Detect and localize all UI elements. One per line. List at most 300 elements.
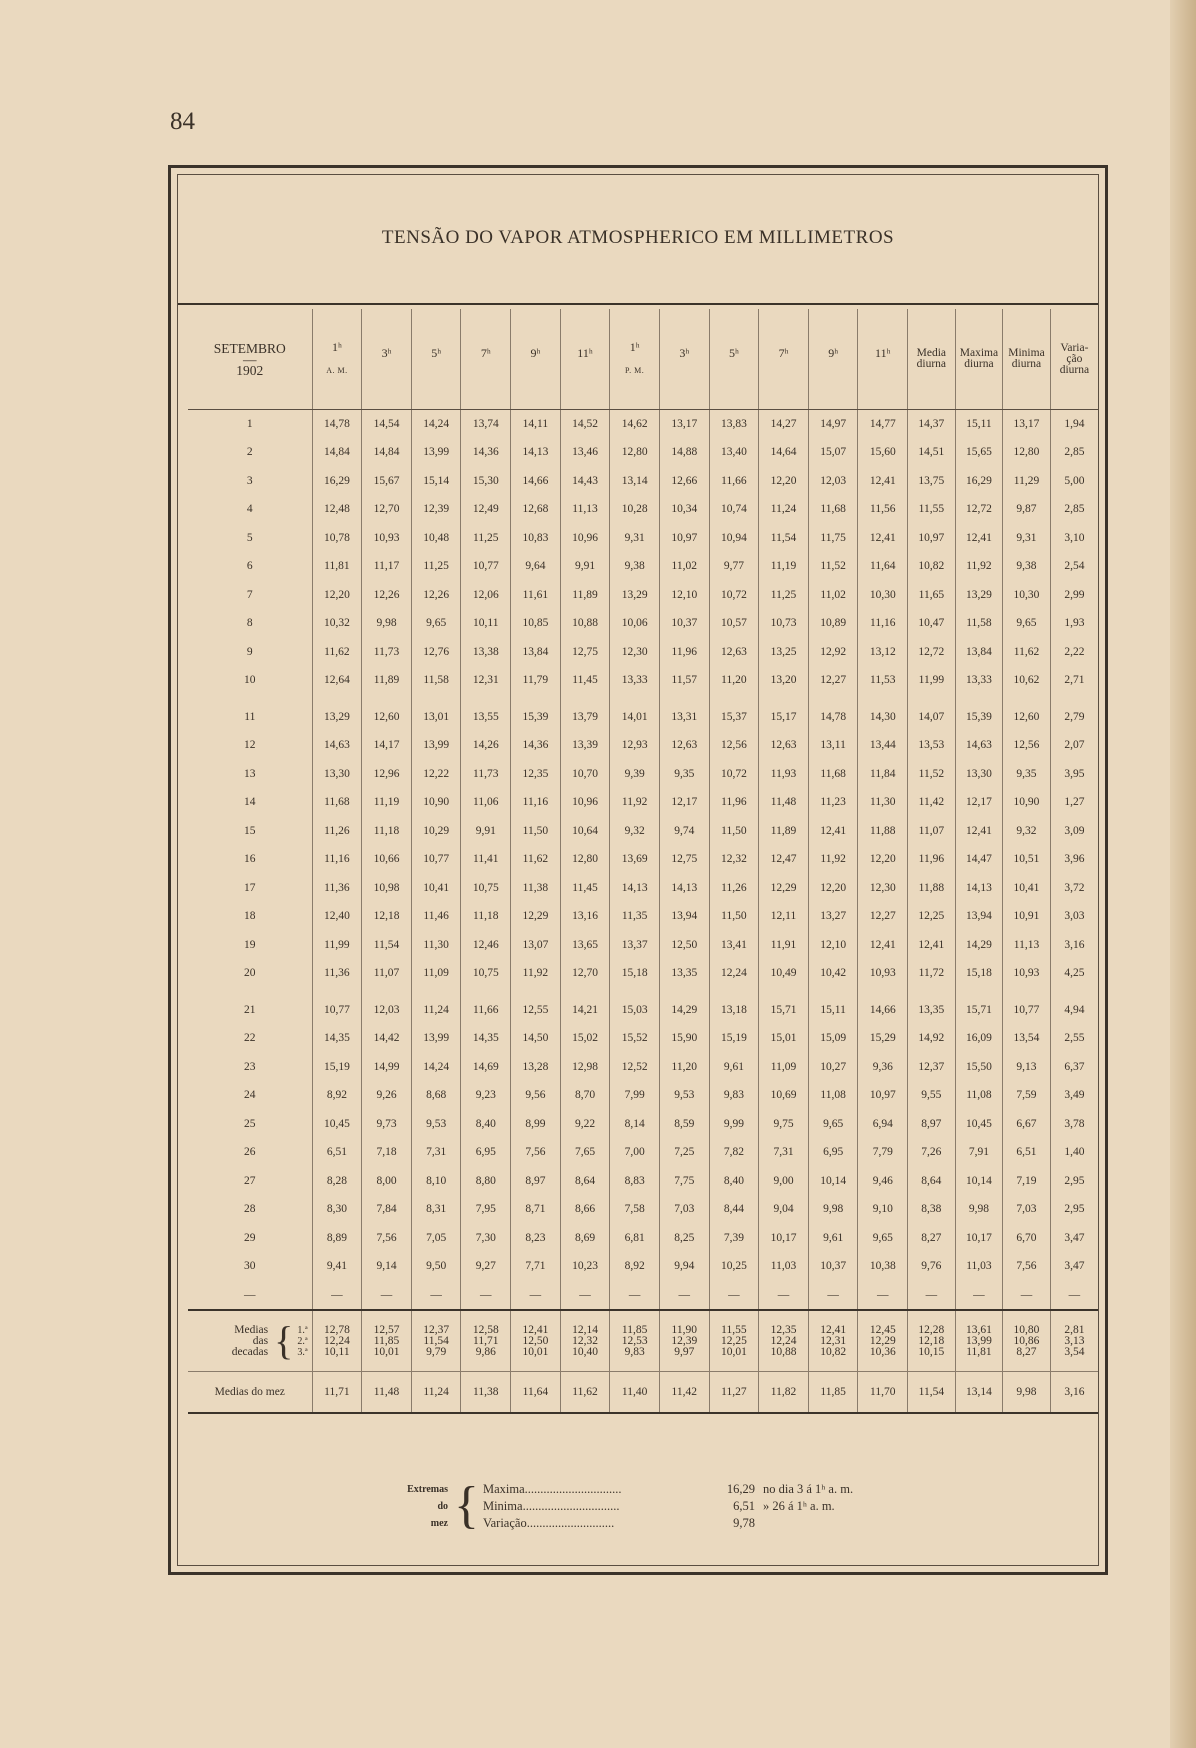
value-cell: 12,60 (362, 703, 412, 732)
value-cell: 13,99 (411, 439, 461, 468)
value-cell: 15,11 (955, 410, 1003, 439)
decade-value: 12,58 (472, 1323, 499, 1336)
value-cell: 7,82 (709, 1139, 759, 1168)
value-cell: 14,88 (659, 439, 709, 468)
decade-value-cell (511, 1310, 561, 1372)
decade-value: 12,35 (770, 1323, 797, 1336)
table-row (188, 553, 1098, 582)
value-cell: 13,14 (610, 467, 660, 496)
gap-cell (659, 695, 709, 703)
value-cell: 13,31 (659, 703, 709, 732)
table-row (188, 524, 1098, 553)
hour-header (659, 309, 709, 410)
gap-cell (709, 988, 759, 996)
decade-value: 12,53 (621, 1334, 648, 1347)
decade-value: 11,85 (621, 1323, 648, 1336)
gap-cell (709, 695, 759, 703)
value-cell: 8,97 (908, 1110, 956, 1139)
extreme-dots: ............................... (524, 1481, 622, 1496)
decade-label-word: Medias (234, 1323, 269, 1336)
value-cell: 9,36 (858, 1053, 908, 1082)
value-cell: 7,59 (1003, 1082, 1051, 1111)
extreme-value: 6,51 (733, 1498, 755, 1513)
value-cell: 10,66 (362, 846, 412, 875)
gap-cell (955, 695, 1003, 703)
value-cell: 11,18 (362, 817, 412, 846)
decade-label-group (188, 1318, 312, 1363)
gap-cell (560, 988, 610, 996)
decade-value: 12,31 (820, 1334, 847, 1347)
value-cell: 11,73 (362, 638, 412, 667)
value-cell: 12,56 (1003, 732, 1051, 761)
gap-cell (659, 988, 709, 996)
value-cell: 9,91 (461, 817, 511, 846)
value-cell: 12,72 (955, 496, 1003, 525)
value-cell: 8,64 (560, 1167, 610, 1196)
month-mean-cell: 11,24 (411, 1372, 461, 1414)
value-cell: 7,75 (659, 1167, 709, 1196)
hour-label: 3ʰ (381, 345, 392, 360)
value-cell: 14,27 (759, 410, 809, 439)
table-row (188, 610, 1098, 639)
decade-value: 10,36 (869, 1345, 896, 1358)
value-cell: 10,94 (709, 524, 759, 553)
value-cell: 11,57 (659, 667, 709, 696)
value-cell: 15,60 (858, 439, 908, 468)
hour-header (759, 309, 809, 410)
value-cell: 6,67 (1003, 1110, 1051, 1139)
value-cell: 10,62 (1003, 667, 1051, 696)
day-cell: 11 (244, 710, 256, 723)
value-cell: 11,03 (759, 1253, 809, 1282)
decade-value: 10,80 (1013, 1323, 1040, 1336)
value-cell: 8,23 (511, 1224, 561, 1253)
hour-label: 3ʰ (679, 345, 690, 360)
gap-cell (908, 695, 956, 703)
value-cell: 11,89 (362, 667, 412, 696)
value-cell: 11,30 (411, 931, 461, 960)
gap-cell (188, 695, 312, 703)
decade-value: 12,18 (918, 1334, 945, 1347)
value-cell: 9,39 (610, 760, 660, 789)
dash-cell: — (1003, 1281, 1051, 1310)
value-cell: 13,29 (610, 581, 660, 610)
value-cell: 8,68 (411, 1082, 461, 1111)
value-cell: 10,93 (362, 524, 412, 553)
value-cell: 9,99 (709, 1110, 759, 1139)
value-cell: 12,41 (955, 817, 1003, 846)
value-cell: 9,56 (511, 1082, 561, 1111)
decade-value: 3,54 (1064, 1345, 1085, 1358)
hour-period: P. M. (625, 366, 645, 375)
value-cell: 14,50 (511, 1025, 561, 1054)
value-cell: 12,46 (461, 931, 511, 960)
decade-means-row (188, 1310, 1098, 1372)
value-cell: 14,37 (908, 410, 956, 439)
value-cell: 10,97 (858, 1082, 908, 1111)
value-cell: 14,07 (908, 703, 956, 732)
value-cell: 8,70 (560, 1082, 610, 1111)
month-mean-cell: 11,70 (858, 1372, 908, 1414)
value-cell: 12,26 (362, 581, 412, 610)
month-dash: — (243, 351, 257, 367)
value-cell: 11,99 (908, 667, 956, 696)
value-cell: 9,64 (511, 553, 561, 582)
value-cell: 12,60 (1003, 703, 1051, 732)
value-cell: 10,27 (808, 1053, 858, 1082)
value-cell: 12,92 (808, 638, 858, 667)
value-cell: 9,75 (759, 1110, 809, 1139)
value-cell: 11,84 (858, 760, 908, 789)
value-cell: 12,11 (759, 903, 809, 932)
value-cell: 11,62 (312, 638, 362, 667)
value-cell: 14,35 (461, 1025, 511, 1054)
value-cell: 7,79 (858, 1139, 908, 1168)
gap-cell (1003, 988, 1051, 996)
value-cell: 6,70 (1003, 1224, 1051, 1253)
value-cell: 6,94 (858, 1110, 908, 1139)
value-cell: 11,93 (759, 760, 809, 789)
value-cell: 12,72 (908, 638, 956, 667)
month-mean-cell: 11,27 (709, 1372, 759, 1414)
decade-value: 12,14 (572, 1323, 598, 1336)
table-row (188, 1082, 1098, 1111)
decade-value: 9,86 (475, 1345, 496, 1358)
value-cell: 11,88 (858, 817, 908, 846)
decade-means-label (188, 1310, 312, 1372)
value-cell: 13,35 (659, 960, 709, 989)
value-cell: 9,61 (808, 1224, 858, 1253)
value-cell: 9,38 (1003, 553, 1051, 582)
value-cell: 12,30 (858, 874, 908, 903)
value-cell: 12,20 (858, 846, 908, 875)
gap-cell (461, 695, 511, 703)
value-cell: 7,84 (362, 1196, 412, 1225)
value-cell: 12,52 (610, 1053, 660, 1082)
value-cell: 9,32 (1003, 817, 1051, 846)
value-cell: 10,41 (411, 874, 461, 903)
decade-value: 11,71 (473, 1334, 499, 1347)
value-cell: 11,92 (808, 846, 858, 875)
extremes-lines (483, 1481, 853, 1532)
table-row (188, 1224, 1098, 1253)
value-cell: 14,36 (511, 732, 561, 761)
value-cell: 6,81 (610, 1224, 660, 1253)
media-header (908, 309, 956, 410)
value-cell: 14,17 (362, 732, 412, 761)
value-cell: 14,66 (858, 996, 908, 1025)
hour-label: 11ʰ (875, 345, 891, 360)
value-cell: 14,54 (362, 410, 412, 439)
hour-header (312, 309, 362, 410)
value-cell: 14,62 (610, 410, 660, 439)
value-cell: 10,14 (808, 1167, 858, 1196)
table-row (188, 1196, 1098, 1225)
value-cell: 10,82 (908, 553, 956, 582)
value-cell: 2,55 (1050, 1025, 1098, 1054)
value-cell: 8,97 (511, 1167, 561, 1196)
value-cell: 11,53 (858, 667, 908, 696)
decade-brace: { (274, 1318, 294, 1363)
decade-value: 10,01 (522, 1345, 549, 1358)
day-cell: 1 (246, 417, 253, 430)
gap-cell (312, 695, 362, 703)
decade-value: 10,01 (720, 1345, 747, 1358)
decade-value-cell (362, 1310, 412, 1372)
value-cell: 14,92 (908, 1025, 956, 1054)
value-cell: 13,29 (955, 581, 1003, 610)
hour-period: A. M. (326, 366, 348, 375)
day-cell: 23 (244, 1060, 256, 1073)
dash-cell: — (511, 1281, 561, 1310)
value-cell: 9,74 (659, 817, 709, 846)
value-cell: 12,80 (1003, 439, 1051, 468)
table-row (188, 846, 1098, 875)
title-rule (178, 303, 1098, 305)
value-cell: 13,12 (858, 638, 908, 667)
value-cell: 13,37 (610, 931, 660, 960)
gap-cell (908, 988, 956, 996)
value-cell: 14,78 (808, 703, 858, 732)
value-cell: 6,95 (808, 1139, 858, 1168)
decade-value: 12,78 (323, 1323, 350, 1336)
value-cell: 8,40 (709, 1167, 759, 1196)
value-cell: 7,05 (411, 1224, 461, 1253)
variacao-header-text: ção (1066, 352, 1083, 365)
day-cell: 24 (244, 1089, 256, 1102)
value-cell: 15,11 (808, 996, 858, 1025)
day-cell: 13 (244, 767, 256, 780)
variacao-header (1050, 309, 1098, 410)
hour-header (858, 309, 908, 410)
value-cell: 11,46 (411, 903, 461, 932)
value-cell: 13,69 (610, 846, 660, 875)
value-cell: 11,75 (808, 524, 858, 553)
value-cell: 10,74 (709, 496, 759, 525)
minima-header (1003, 309, 1051, 410)
decade-value: 12,41 (820, 1323, 847, 1336)
value-cell: 10,77 (1003, 996, 1051, 1025)
value-cell: 11,45 (560, 874, 610, 903)
value-cell: 14,36 (461, 439, 511, 468)
decade-value-cell (411, 1310, 461, 1372)
value-cell: 14,78 (312, 410, 362, 439)
value-cell: 2,99 (1050, 581, 1098, 610)
month-mean-cell: 11,38 (461, 1372, 511, 1414)
value-cell: 11,06 (461, 789, 511, 818)
value-cell: 7,91 (955, 1139, 1003, 1168)
decade-value: 11,55 (721, 1323, 747, 1336)
value-cell: 11,20 (659, 1053, 709, 1082)
value-cell: 11,38 (511, 874, 561, 903)
value-cell: 13,53 (908, 732, 956, 761)
value-cell: 2,71 (1050, 667, 1098, 696)
decade-value: 12,45 (869, 1323, 896, 1336)
value-cell: 11,26 (312, 817, 362, 846)
value-cell: 11,45 (560, 667, 610, 696)
value-cell: 12,56 (709, 732, 759, 761)
value-cell: 11,24 (759, 496, 809, 525)
value-cell: 16,09 (955, 1025, 1003, 1054)
dash-cell: — (808, 1281, 858, 1310)
value-cell: 14,63 (955, 732, 1003, 761)
value-cell: 10,97 (659, 524, 709, 553)
decade-value: 12,24 (770, 1334, 797, 1347)
value-cell: 10,69 (759, 1082, 809, 1111)
value-cell: 10,38 (858, 1253, 908, 1282)
value-cell: 12,76 (411, 638, 461, 667)
table-row (188, 760, 1098, 789)
value-cell: 15,02 (560, 1025, 610, 1054)
value-cell: 11,41 (461, 846, 511, 875)
value-cell: 12,20 (808, 874, 858, 903)
value-cell: 10,37 (659, 610, 709, 639)
value-cell: 13,44 (858, 732, 908, 761)
value-cell: 10,72 (709, 581, 759, 610)
value-cell: 11,52 (808, 553, 858, 582)
value-cell: 15,67 (362, 467, 412, 496)
value-cell: 13,99 (411, 1025, 461, 1054)
value-cell: 9,27 (461, 1253, 511, 1282)
value-cell: 11,68 (312, 789, 362, 818)
value-cell: 11,23 (808, 789, 858, 818)
decade-label-words (232, 1325, 268, 1358)
value-cell: 7,26 (908, 1139, 956, 1168)
value-cell: 12,03 (808, 467, 858, 496)
value-cell: 8,28 (312, 1167, 362, 1196)
value-cell: 9,98 (808, 1196, 858, 1225)
value-cell: 14,11 (511, 410, 561, 439)
value-cell: 15,03 (610, 996, 660, 1025)
value-cell: 11,64 (858, 553, 908, 582)
value-cell: 11,07 (908, 817, 956, 846)
value-cell: 11,08 (955, 1082, 1003, 1111)
value-cell: 10,93 (1003, 960, 1051, 989)
decade-value-cell (709, 1310, 759, 1372)
value-cell: 8,40 (461, 1110, 511, 1139)
decade-value-cell (560, 1310, 610, 1372)
value-cell: 2,85 (1050, 496, 1098, 525)
value-cell: 11,65 (908, 581, 956, 610)
value-cell: 9,31 (1003, 524, 1051, 553)
hour-header (411, 309, 461, 410)
value-cell: 11,62 (511, 846, 561, 875)
value-cell: 14,30 (858, 703, 908, 732)
value-cell: 13,30 (312, 760, 362, 789)
month-mean-cell: 3,16 (1050, 1372, 1098, 1414)
decade-value: 10,82 (820, 1345, 847, 1358)
value-cell: 6,37 (1050, 1053, 1098, 1082)
value-cell: 10,90 (1003, 789, 1051, 818)
value-cell: 9,94 (659, 1253, 709, 1282)
minima-header-text: diurna (1011, 358, 1042, 370)
value-cell: 3,96 (1050, 846, 1098, 875)
value-cell: 11,02 (808, 581, 858, 610)
table-row (188, 1025, 1098, 1054)
day-cell: 12 (244, 739, 256, 752)
gap-cell (610, 988, 660, 996)
value-cell: 7,31 (411, 1139, 461, 1168)
value-cell: 15,14 (411, 467, 461, 496)
value-cell: 15,30 (461, 467, 511, 496)
value-cell: 14,24 (411, 410, 461, 439)
decade-value: 13,99 (965, 1334, 992, 1347)
month-mean-cell: 11,64 (511, 1372, 561, 1414)
value-cell: 12,63 (759, 732, 809, 761)
value-cell: 14,84 (362, 439, 412, 468)
day-cell: 17 (244, 881, 256, 894)
gap-cell (808, 988, 858, 996)
maxima-header-text: Maxima (959, 347, 999, 359)
value-cell: 12,39 (411, 496, 461, 525)
value-cell: 11,20 (709, 667, 759, 696)
maxima-header (955, 309, 1003, 410)
value-cell: 12,80 (610, 439, 660, 468)
gap-cell (511, 988, 561, 996)
value-cell: 9,32 (610, 817, 660, 846)
hour-header (511, 309, 561, 410)
value-cell: 9,31 (610, 524, 660, 553)
value-cell: 13,83 (709, 410, 759, 439)
value-cell: 15,18 (610, 960, 660, 989)
day-cell: 15 (244, 824, 256, 837)
value-cell: 14,63 (312, 732, 362, 761)
value-cell: 13,28 (511, 1053, 561, 1082)
value-cell: 10,30 (858, 581, 908, 610)
value-cell: 7,56 (1003, 1253, 1051, 1282)
dash-cell: — (759, 1281, 809, 1310)
table-row (188, 732, 1098, 761)
value-cell: 13,55 (461, 703, 511, 732)
value-cell: 12,03 (362, 996, 412, 1025)
value-cell: 9,13 (1003, 1053, 1051, 1082)
gap-cell (858, 695, 908, 703)
value-cell: 10,90 (411, 789, 461, 818)
table-row (188, 496, 1098, 525)
value-cell: 10,72 (709, 760, 759, 789)
value-cell: 12,41 (955, 524, 1003, 553)
maxima-header-text: diurna (964, 358, 994, 370)
value-cell: 14,43 (560, 467, 610, 496)
value-cell: 11,16 (858, 610, 908, 639)
hour-header (560, 309, 610, 410)
value-cell: 13,40 (709, 439, 759, 468)
hour-label: 11ʰ (577, 345, 593, 360)
dash-cell: — (188, 1281, 312, 1310)
decade-value: 10,11 (324, 1345, 350, 1358)
extreme-dots: ............................ (526, 1515, 615, 1530)
decade-value: 10,15 (918, 1345, 945, 1358)
value-cell: 9,76 (908, 1253, 956, 1282)
month-means-label: Medias do mez (188, 1372, 312, 1414)
value-cell: 13,33 (955, 667, 1003, 696)
decade-value: 10,40 (572, 1345, 598, 1358)
value-cell: 12,55 (511, 996, 561, 1025)
value-cell: 10,98 (362, 874, 412, 903)
value-cell: 14,24 (411, 1053, 461, 1082)
day-cell: 19 (244, 938, 256, 951)
value-cell: 11,68 (808, 496, 858, 525)
value-cell: 11,02 (659, 553, 709, 582)
extremes-label-word: mez (430, 1517, 448, 1529)
value-cell: 10,45 (312, 1110, 362, 1139)
value-cell: 11,16 (511, 789, 561, 818)
value-cell: 10,77 (461, 553, 511, 582)
decade-value-cell (908, 1310, 956, 1372)
hour-label: 5ʰ (728, 345, 739, 360)
gap-cell (610, 695, 660, 703)
value-cell: 13,18 (709, 996, 759, 1025)
